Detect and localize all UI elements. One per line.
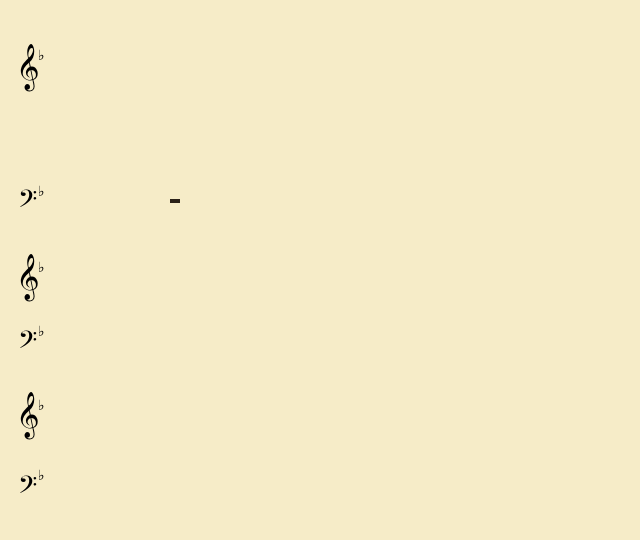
- flat-icon: ♭: [38, 324, 45, 340]
- flat-icon: ♭: [38, 48, 45, 64]
- flat-icon: ♭: [38, 260, 45, 276]
- treble-clef-icon: 𝄞: [16, 392, 40, 438]
- flat-icon: ♭: [38, 468, 45, 484]
- bass-clef-icon: 𝄢: [18, 185, 38, 220]
- treble-clef-icon: 𝄞: [16, 44, 40, 90]
- treble-clef-icon: 𝄞: [16, 254, 40, 300]
- flat-icon: ♭: [38, 398, 45, 414]
- whole-rest: [170, 199, 180, 203]
- flat-icon: ♭: [38, 184, 45, 200]
- bass-clef-icon: 𝄢: [18, 471, 38, 506]
- bass-clef-icon: 𝄢: [18, 326, 38, 361]
